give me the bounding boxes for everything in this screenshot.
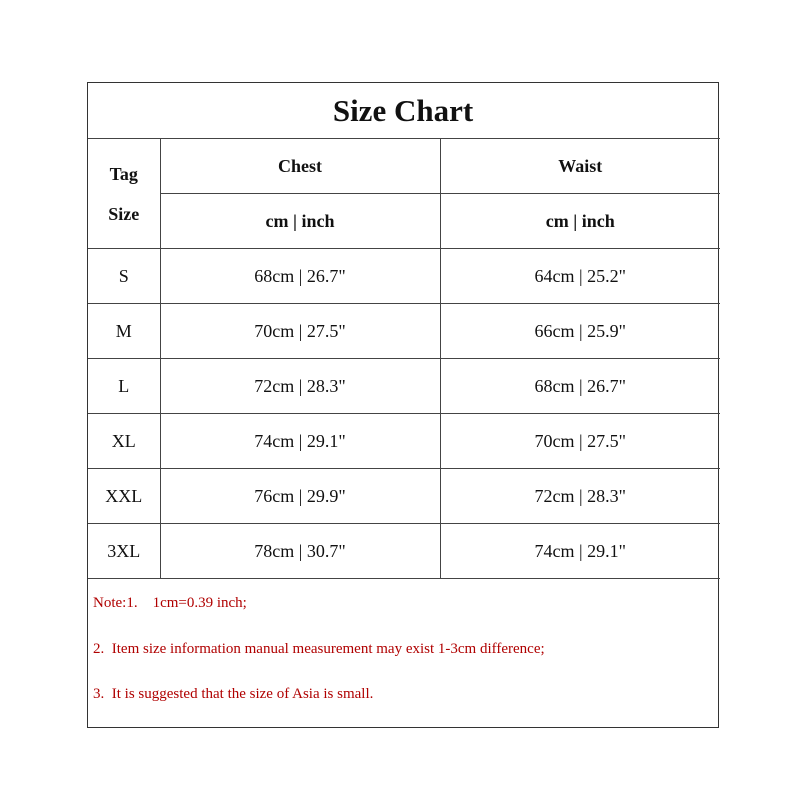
table-row [88,249,720,304]
table-row [88,414,720,469]
waist-cell: 74cm | 29.1" [440,524,720,579]
table-row [88,359,720,414]
waist-unit-header: cm | inch [440,194,720,249]
size-cell: S [88,249,160,304]
size-chart-frame [87,82,719,728]
note-3: 3. It is suggested that the size of Asia is small. [93,686,374,702]
chest-cell: 70cm | 27.5" [160,304,440,359]
note-1: Note:1. 1cm=0.39 inch; [93,595,247,611]
waist-cell: 66cm | 25.9" [440,304,720,359]
unit-row [88,194,720,249]
header-row [88,139,720,194]
waist-header: Waist [440,139,720,194]
chest-cell: 72cm | 28.3" [160,359,440,414]
size-cell: XXL [88,469,160,524]
waist-cell: 64cm | 25.2" [440,249,720,304]
size-cell: M [88,304,160,359]
chest-cell: 68cm | 26.7" [160,249,440,304]
waist-cell: 70cm | 27.5" [440,414,720,469]
size-table [88,138,720,579]
chart-title: Size Chart [88,83,718,139]
chest-cell: 78cm | 30.7" [160,524,440,579]
chest-header: Chest [160,139,440,194]
note-2: 2. Item size information manual measurement may exist 1-3cm difference; [93,641,545,657]
waist-cell: 72cm | 28.3" [440,469,720,524]
size-cell: L [88,359,160,414]
table-row [88,524,720,579]
table-row [88,304,720,359]
chest-cell: 76cm | 29.9" [160,469,440,524]
table-row [88,469,720,524]
waist-cell: 68cm | 26.7" [440,359,720,414]
tag-header-line2: Size [108,203,140,224]
size-cell: XL [88,414,160,469]
chest-cell: 74cm | 29.1" [160,414,440,469]
tag-header-line1: Tag [109,163,138,184]
size-cell: 3XL [88,524,160,579]
notes-section [88,578,718,728]
chest-unit-header: cm | inch [160,194,440,249]
tag-size-header [88,139,160,249]
